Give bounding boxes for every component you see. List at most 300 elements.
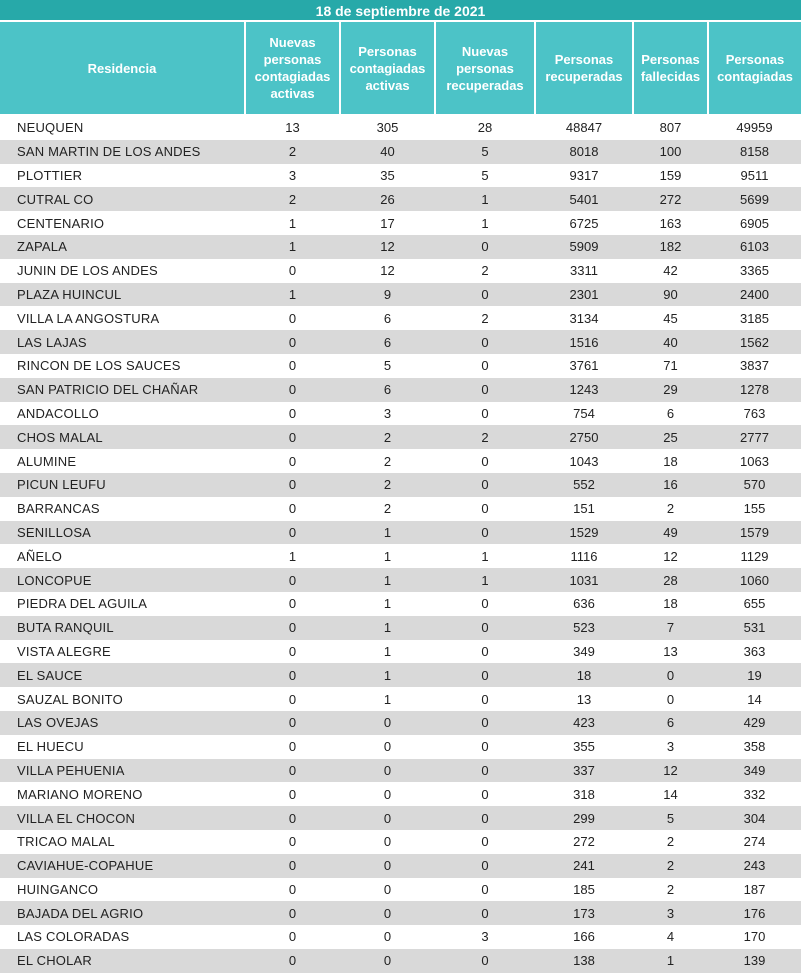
residencia-cell: VILLA PEHUENIA [0, 759, 245, 783]
residencia-cell: LAS COLORADAS [0, 925, 245, 949]
recuperadas-cell: 2750 [535, 425, 633, 449]
nuevas-contagiadas-activas-cell: 13 [245, 114, 340, 140]
nuevas-recuperadas-cell: 1 [435, 568, 535, 592]
recuperadas-cell: 423 [535, 711, 633, 735]
nuevas-recuperadas-cell: 28 [435, 114, 535, 140]
table-row [0, 473, 801, 497]
nuevas-contagiadas-activas-cell: 0 [245, 497, 340, 521]
contagiadas-activas-cell: 17 [340, 211, 435, 235]
contagiadas-activas-cell: 1 [340, 616, 435, 640]
contagiadas-cell: 187 [708, 878, 801, 902]
contagiadas-activas-cell: 40 [340, 140, 435, 164]
nuevas-contagiadas-activas-cell: 0 [245, 854, 340, 878]
nuevas-contagiadas-activas-cell: 0 [245, 830, 340, 854]
nuevas-contagiadas-activas-cell: 2 [245, 140, 340, 164]
residencia-cell: PICUN LEUFU [0, 473, 245, 497]
contagiadas-cell: 274 [708, 830, 801, 854]
nuevas-contagiadas-activas-cell: 0 [245, 449, 340, 473]
residencia-cell: CAVIAHUE-COPAHUE [0, 854, 245, 878]
nuevas-recuperadas-cell: 0 [435, 711, 535, 735]
contagiadas-activas-cell: 1 [340, 521, 435, 545]
contagiadas-cell: 2400 [708, 283, 801, 307]
recuperadas-cell: 1043 [535, 449, 633, 473]
header-contagiadas: Personas contagiadas [708, 22, 801, 114]
table-row [0, 616, 801, 640]
contagiadas-activas-cell: 9 [340, 283, 435, 307]
residencia-cell: SAN MARTIN DE LOS ANDES [0, 140, 245, 164]
fallecidas-cell: 2 [633, 878, 708, 902]
residencia-cell: CHOS MALAL [0, 425, 245, 449]
residencia-cell: MARIANO MORENO [0, 782, 245, 806]
contagiadas-cell: 155 [708, 497, 801, 521]
recuperadas-cell: 5401 [535, 187, 633, 211]
nuevas-recuperadas-cell: 0 [435, 378, 535, 402]
contagiadas-cell: 332 [708, 782, 801, 806]
fallecidas-cell: 25 [633, 425, 708, 449]
contagiadas-cell: 2777 [708, 425, 801, 449]
fallecidas-cell: 12 [633, 759, 708, 783]
nuevas-contagiadas-activas-cell: 0 [245, 592, 340, 616]
table-row [0, 925, 801, 949]
fallecidas-cell: 1 [633, 949, 708, 973]
recuperadas-cell: 1243 [535, 378, 633, 402]
contagiadas-cell: 6103 [708, 235, 801, 259]
nuevas-contagiadas-activas-cell: 0 [245, 901, 340, 925]
residencia-cell: AÑELO [0, 544, 245, 568]
fallecidas-cell: 5 [633, 806, 708, 830]
recuperadas-cell: 3761 [535, 354, 633, 378]
table-row [0, 711, 801, 735]
nuevas-recuperadas-cell: 0 [435, 759, 535, 783]
nuevas-contagiadas-activas-cell: 3 [245, 164, 340, 188]
nuevas-recuperadas-cell: 0 [435, 901, 535, 925]
contagiadas-activas-cell: 5 [340, 354, 435, 378]
contagiadas-cell: 655 [708, 592, 801, 616]
nuevas-recuperadas-cell: 0 [435, 449, 535, 473]
header-row [0, 22, 801, 114]
fallecidas-cell: 71 [633, 354, 708, 378]
contagiadas-activas-cell: 3 [340, 402, 435, 426]
contagiadas-activas-cell: 2 [340, 497, 435, 521]
nuevas-contagiadas-activas-cell: 0 [245, 925, 340, 949]
recuperadas-cell: 166 [535, 925, 633, 949]
table-row [0, 663, 801, 687]
residencia-cell: EL HUECU [0, 735, 245, 759]
contagiadas-activas-cell: 0 [340, 925, 435, 949]
table-row [0, 425, 801, 449]
table-row [0, 735, 801, 759]
contagiadas-cell: 3365 [708, 259, 801, 283]
recuperadas-cell: 13 [535, 687, 633, 711]
nuevas-contagiadas-activas-cell: 1 [245, 235, 340, 259]
nuevas-contagiadas-activas-cell: 0 [245, 616, 340, 640]
recuperadas-cell: 1116 [535, 544, 633, 568]
nuevas-contagiadas-activas-cell: 2 [245, 187, 340, 211]
residencia-cell: SAUZAL BONITO [0, 687, 245, 711]
contagiadas-cell: 531 [708, 616, 801, 640]
residencia-cell: EL SAUCE [0, 663, 245, 687]
contagiadas-activas-cell: 0 [340, 878, 435, 902]
header-contagiadas-activas: Personas contagiadas activas [340, 22, 435, 114]
nuevas-contagiadas-activas-cell: 0 [245, 949, 340, 973]
nuevas-recuperadas-cell: 0 [435, 830, 535, 854]
table-row [0, 830, 801, 854]
fallecidas-cell: 90 [633, 283, 708, 307]
contagiadas-cell: 1063 [708, 449, 801, 473]
nuevas-recuperadas-cell: 0 [435, 640, 535, 664]
residencia-cell: LAS OVEJAS [0, 711, 245, 735]
recuperadas-cell: 6725 [535, 211, 633, 235]
contagiadas-activas-cell: 26 [340, 187, 435, 211]
fallecidas-cell: 7 [633, 616, 708, 640]
nuevas-recuperadas-cell: 0 [435, 616, 535, 640]
nuevas-recuperadas-cell: 5 [435, 140, 535, 164]
fallecidas-cell: 18 [633, 449, 708, 473]
contagiadas-cell: 1129 [708, 544, 801, 568]
nuevas-recuperadas-cell: 0 [435, 806, 535, 830]
contagiadas-cell: 14 [708, 687, 801, 711]
table-row [0, 687, 801, 711]
nuevas-recuperadas-cell: 0 [435, 521, 535, 545]
nuevas-contagiadas-activas-cell: 0 [245, 378, 340, 402]
residencia-cell: PLAZA HUINCUL [0, 283, 245, 307]
fallecidas-cell: 6 [633, 711, 708, 735]
recuperadas-cell: 18 [535, 663, 633, 687]
recuperadas-cell: 272 [535, 830, 633, 854]
nuevas-recuperadas-cell: 0 [435, 402, 535, 426]
nuevas-contagiadas-activas-cell: 0 [245, 402, 340, 426]
nuevas-recuperadas-cell: 0 [435, 354, 535, 378]
table-row [0, 164, 801, 188]
fallecidas-cell: 159 [633, 164, 708, 188]
contagiadas-activas-cell: 35 [340, 164, 435, 188]
nuevas-recuperadas-cell: 0 [435, 949, 535, 973]
cases-table [0, 22, 801, 973]
recuperadas-cell: 636 [535, 592, 633, 616]
recuperadas-cell: 318 [535, 782, 633, 806]
table-header [0, 22, 801, 114]
nuevas-contagiadas-activas-cell: 0 [245, 330, 340, 354]
residencia-cell: PIEDRA DEL AGUILA [0, 592, 245, 616]
recuperadas-cell: 3134 [535, 306, 633, 330]
contagiadas-activas-cell: 0 [340, 759, 435, 783]
contagiadas-activas-cell: 1 [340, 640, 435, 664]
contagiadas-cell: 49959 [708, 114, 801, 140]
header-residencia: Residencia [0, 22, 245, 114]
fallecidas-cell: 6 [633, 402, 708, 426]
recuperadas-cell: 173 [535, 901, 633, 925]
nuevas-contagiadas-activas-cell: 0 [245, 806, 340, 830]
nuevas-recuperadas-cell: 0 [435, 473, 535, 497]
fallecidas-cell: 42 [633, 259, 708, 283]
fallecidas-cell: 182 [633, 235, 708, 259]
nuevas-contagiadas-activas-cell: 0 [245, 306, 340, 330]
contagiadas-cell: 429 [708, 711, 801, 735]
nuevas-contagiadas-activas-cell: 0 [245, 640, 340, 664]
nuevas-contagiadas-activas-cell: 0 [245, 878, 340, 902]
residencia-cell: EL CHOLAR [0, 949, 245, 973]
contagiadas-cell: 19 [708, 663, 801, 687]
table-row [0, 449, 801, 473]
residencia-cell: CUTRAL CO [0, 187, 245, 211]
contagiadas-cell: 176 [708, 901, 801, 925]
contagiadas-cell: 6905 [708, 211, 801, 235]
table-row [0, 640, 801, 664]
nuevas-recuperadas-cell: 1 [435, 211, 535, 235]
nuevas-recuperadas-cell: 5 [435, 164, 535, 188]
contagiadas-activas-cell: 1 [340, 663, 435, 687]
header-nuevas-contagiadas-activas: Nuevas personas contagiadas activas [245, 22, 340, 114]
fallecidas-cell: 45 [633, 306, 708, 330]
nuevas-recuperadas-cell: 1 [435, 544, 535, 568]
table-row [0, 544, 801, 568]
contagiadas-cell: 9511 [708, 164, 801, 188]
residencia-cell: VILLA EL CHOCON [0, 806, 245, 830]
recuperadas-cell: 48847 [535, 114, 633, 140]
header-recuperadas: Personas recuperadas [535, 22, 633, 114]
fallecidas-cell: 4 [633, 925, 708, 949]
nuevas-contagiadas-activas-cell: 0 [245, 473, 340, 497]
nuevas-recuperadas-cell: 0 [435, 283, 535, 307]
table-row [0, 592, 801, 616]
nuevas-contagiadas-activas-cell: 1 [245, 211, 340, 235]
table-body [0, 114, 801, 973]
header-fallecidas: Personas fallecidas [633, 22, 708, 114]
contagiadas-cell: 3185 [708, 306, 801, 330]
recuperadas-cell: 349 [535, 640, 633, 664]
nuevas-recuperadas-cell: 0 [435, 235, 535, 259]
table-row [0, 330, 801, 354]
residencia-cell: ZAPALA [0, 235, 245, 259]
contagiadas-cell: 170 [708, 925, 801, 949]
residencia-cell: SAN PATRICIO DEL CHAÑAR [0, 378, 245, 402]
table-row [0, 140, 801, 164]
fallecidas-cell: 13 [633, 640, 708, 664]
fallecidas-cell: 0 [633, 687, 708, 711]
residencia-cell: VILLA LA ANGOSTURA [0, 306, 245, 330]
table-row [0, 782, 801, 806]
contagiadas-activas-cell: 2 [340, 449, 435, 473]
residencia-cell: LONCOPUE [0, 568, 245, 592]
fallecidas-cell: 29 [633, 378, 708, 402]
contagiadas-cell: 570 [708, 473, 801, 497]
contagiadas-activas-cell: 0 [340, 854, 435, 878]
contagiadas-activas-cell: 1 [340, 544, 435, 568]
nuevas-contagiadas-activas-cell: 0 [245, 687, 340, 711]
residencia-cell: JUNIN DE LOS ANDES [0, 259, 245, 283]
contagiadas-activas-cell: 0 [340, 735, 435, 759]
residencia-cell: PLOTTIER [0, 164, 245, 188]
nuevas-contagiadas-activas-cell: 1 [245, 283, 340, 307]
contagiadas-cell: 349 [708, 759, 801, 783]
table-row [0, 402, 801, 426]
residencia-cell: BAJADA DEL AGRIO [0, 901, 245, 925]
table-row [0, 901, 801, 925]
table-row [0, 354, 801, 378]
nuevas-contagiadas-activas-cell: 1 [245, 544, 340, 568]
nuevas-contagiadas-activas-cell: 0 [245, 521, 340, 545]
contagiadas-activas-cell: 0 [340, 782, 435, 806]
contagiadas-cell: 1562 [708, 330, 801, 354]
nuevas-contagiadas-activas-cell: 0 [245, 425, 340, 449]
contagiadas-activas-cell: 6 [340, 378, 435, 402]
table-row [0, 759, 801, 783]
table-row [0, 568, 801, 592]
nuevas-contagiadas-activas-cell: 0 [245, 568, 340, 592]
contagiadas-cell: 3837 [708, 354, 801, 378]
nuevas-contagiadas-activas-cell: 0 [245, 759, 340, 783]
recuperadas-cell: 1516 [535, 330, 633, 354]
nuevas-contagiadas-activas-cell: 0 [245, 711, 340, 735]
fallecidas-cell: 28 [633, 568, 708, 592]
residencia-cell: SENILLOSA [0, 521, 245, 545]
contagiadas-activas-cell: 0 [340, 949, 435, 973]
header-nuevas-recuperadas: Nuevas personas recuperadas [435, 22, 535, 114]
nuevas-recuperadas-cell: 3 [435, 925, 535, 949]
residencia-cell: CENTENARIO [0, 211, 245, 235]
nuevas-recuperadas-cell: 0 [435, 854, 535, 878]
contagiadas-activas-cell: 305 [340, 114, 435, 140]
residencia-cell: HUINGANCO [0, 878, 245, 902]
contagiadas-activas-cell: 0 [340, 806, 435, 830]
contagiadas-activas-cell: 2 [340, 473, 435, 497]
contagiadas-cell: 8158 [708, 140, 801, 164]
table-row [0, 259, 801, 283]
recuperadas-cell: 355 [535, 735, 633, 759]
contagiadas-activas-cell: 0 [340, 901, 435, 925]
recuperadas-cell: 1529 [535, 521, 633, 545]
fallecidas-cell: 3 [633, 901, 708, 925]
fallecidas-cell: 18 [633, 592, 708, 616]
fallecidas-cell: 14 [633, 782, 708, 806]
recuperadas-cell: 3311 [535, 259, 633, 283]
recuperadas-cell: 552 [535, 473, 633, 497]
nuevas-contagiadas-activas-cell: 0 [245, 782, 340, 806]
contagiadas-cell: 763 [708, 402, 801, 426]
recuperadas-cell: 523 [535, 616, 633, 640]
nuevas-recuperadas-cell: 1 [435, 187, 535, 211]
nuevas-recuperadas-cell: 2 [435, 425, 535, 449]
nuevas-recuperadas-cell: 0 [435, 687, 535, 711]
contagiadas-activas-cell: 0 [340, 711, 435, 735]
table-row [0, 114, 801, 140]
contagiadas-activas-cell: 6 [340, 306, 435, 330]
contagiadas-cell: 358 [708, 735, 801, 759]
contagiadas-cell: 1579 [708, 521, 801, 545]
recuperadas-cell: 138 [535, 949, 633, 973]
table-row [0, 497, 801, 521]
contagiadas-activas-cell: 12 [340, 235, 435, 259]
contagiadas-cell: 139 [708, 949, 801, 973]
contagiadas-activas-cell: 1 [340, 687, 435, 711]
fallecidas-cell: 49 [633, 521, 708, 545]
fallecidas-cell: 2 [633, 497, 708, 521]
residencia-cell: NEUQUEN [0, 114, 245, 140]
table-row [0, 187, 801, 211]
nuevas-contagiadas-activas-cell: 0 [245, 735, 340, 759]
nuevas-recuperadas-cell: 0 [435, 878, 535, 902]
table-row [0, 854, 801, 878]
table-row [0, 235, 801, 259]
residencia-cell: TRICAO MALAL [0, 830, 245, 854]
table-row [0, 521, 801, 545]
fallecidas-cell: 2 [633, 854, 708, 878]
table-row [0, 306, 801, 330]
fallecidas-cell: 16 [633, 473, 708, 497]
residencia-cell: BARRANCAS [0, 497, 245, 521]
contagiadas-activas-cell: 6 [340, 330, 435, 354]
table-row [0, 949, 801, 973]
nuevas-recuperadas-cell: 0 [435, 782, 535, 806]
nuevas-recuperadas-cell: 2 [435, 306, 535, 330]
nuevas-recuperadas-cell: 0 [435, 663, 535, 687]
residencia-cell: ANDACOLLO [0, 402, 245, 426]
contagiadas-cell: 5699 [708, 187, 801, 211]
table-row [0, 283, 801, 307]
table-row [0, 806, 801, 830]
contagiadas-cell: 1278 [708, 378, 801, 402]
fallecidas-cell: 0 [633, 663, 708, 687]
recuperadas-cell: 151 [535, 497, 633, 521]
residencia-cell: RINCON DE LOS SAUCES [0, 354, 245, 378]
contagiadas-activas-cell: 0 [340, 830, 435, 854]
recuperadas-cell: 241 [535, 854, 633, 878]
contagiadas-cell: 243 [708, 854, 801, 878]
nuevas-recuperadas-cell: 0 [435, 330, 535, 354]
residencia-cell: ALUMINE [0, 449, 245, 473]
contagiadas-cell: 304 [708, 806, 801, 830]
fallecidas-cell: 100 [633, 140, 708, 164]
recuperadas-cell: 5909 [535, 235, 633, 259]
nuevas-contagiadas-activas-cell: 0 [245, 663, 340, 687]
nuevas-recuperadas-cell: 0 [435, 497, 535, 521]
recuperadas-cell: 337 [535, 759, 633, 783]
recuperadas-cell: 299 [535, 806, 633, 830]
table-row [0, 211, 801, 235]
contagiadas-activas-cell: 1 [340, 592, 435, 616]
nuevas-recuperadas-cell: 0 [435, 592, 535, 616]
recuperadas-cell: 2301 [535, 283, 633, 307]
contagiadas-cell: 1060 [708, 568, 801, 592]
nuevas-contagiadas-activas-cell: 0 [245, 259, 340, 283]
fallecidas-cell: 40 [633, 330, 708, 354]
fallecidas-cell: 272 [633, 187, 708, 211]
contagiadas-activas-cell: 2 [340, 425, 435, 449]
nuevas-recuperadas-cell: 2 [435, 259, 535, 283]
fallecidas-cell: 807 [633, 114, 708, 140]
fallecidas-cell: 163 [633, 211, 708, 235]
residencia-cell: BUTA RANQUIL [0, 616, 245, 640]
fallecidas-cell: 2 [633, 830, 708, 854]
recuperadas-cell: 754 [535, 402, 633, 426]
fallecidas-cell: 12 [633, 544, 708, 568]
fallecidas-cell: 3 [633, 735, 708, 759]
nuevas-recuperadas-cell: 0 [435, 735, 535, 759]
contagiadas-activas-cell: 12 [340, 259, 435, 283]
table-row [0, 378, 801, 402]
recuperadas-cell: 8018 [535, 140, 633, 164]
contagiadas-activas-cell: 1 [340, 568, 435, 592]
nuevas-contagiadas-activas-cell: 0 [245, 354, 340, 378]
recuperadas-cell: 185 [535, 878, 633, 902]
recuperadas-cell: 1031 [535, 568, 633, 592]
residencia-cell: LAS LAJAS [0, 330, 245, 354]
contagiadas-cell: 363 [708, 640, 801, 664]
recuperadas-cell: 9317 [535, 164, 633, 188]
report-date-title: 18 de septiembre de 2021 [0, 0, 801, 22]
residencia-cell: VISTA ALEGRE [0, 640, 245, 664]
table-row [0, 878, 801, 902]
